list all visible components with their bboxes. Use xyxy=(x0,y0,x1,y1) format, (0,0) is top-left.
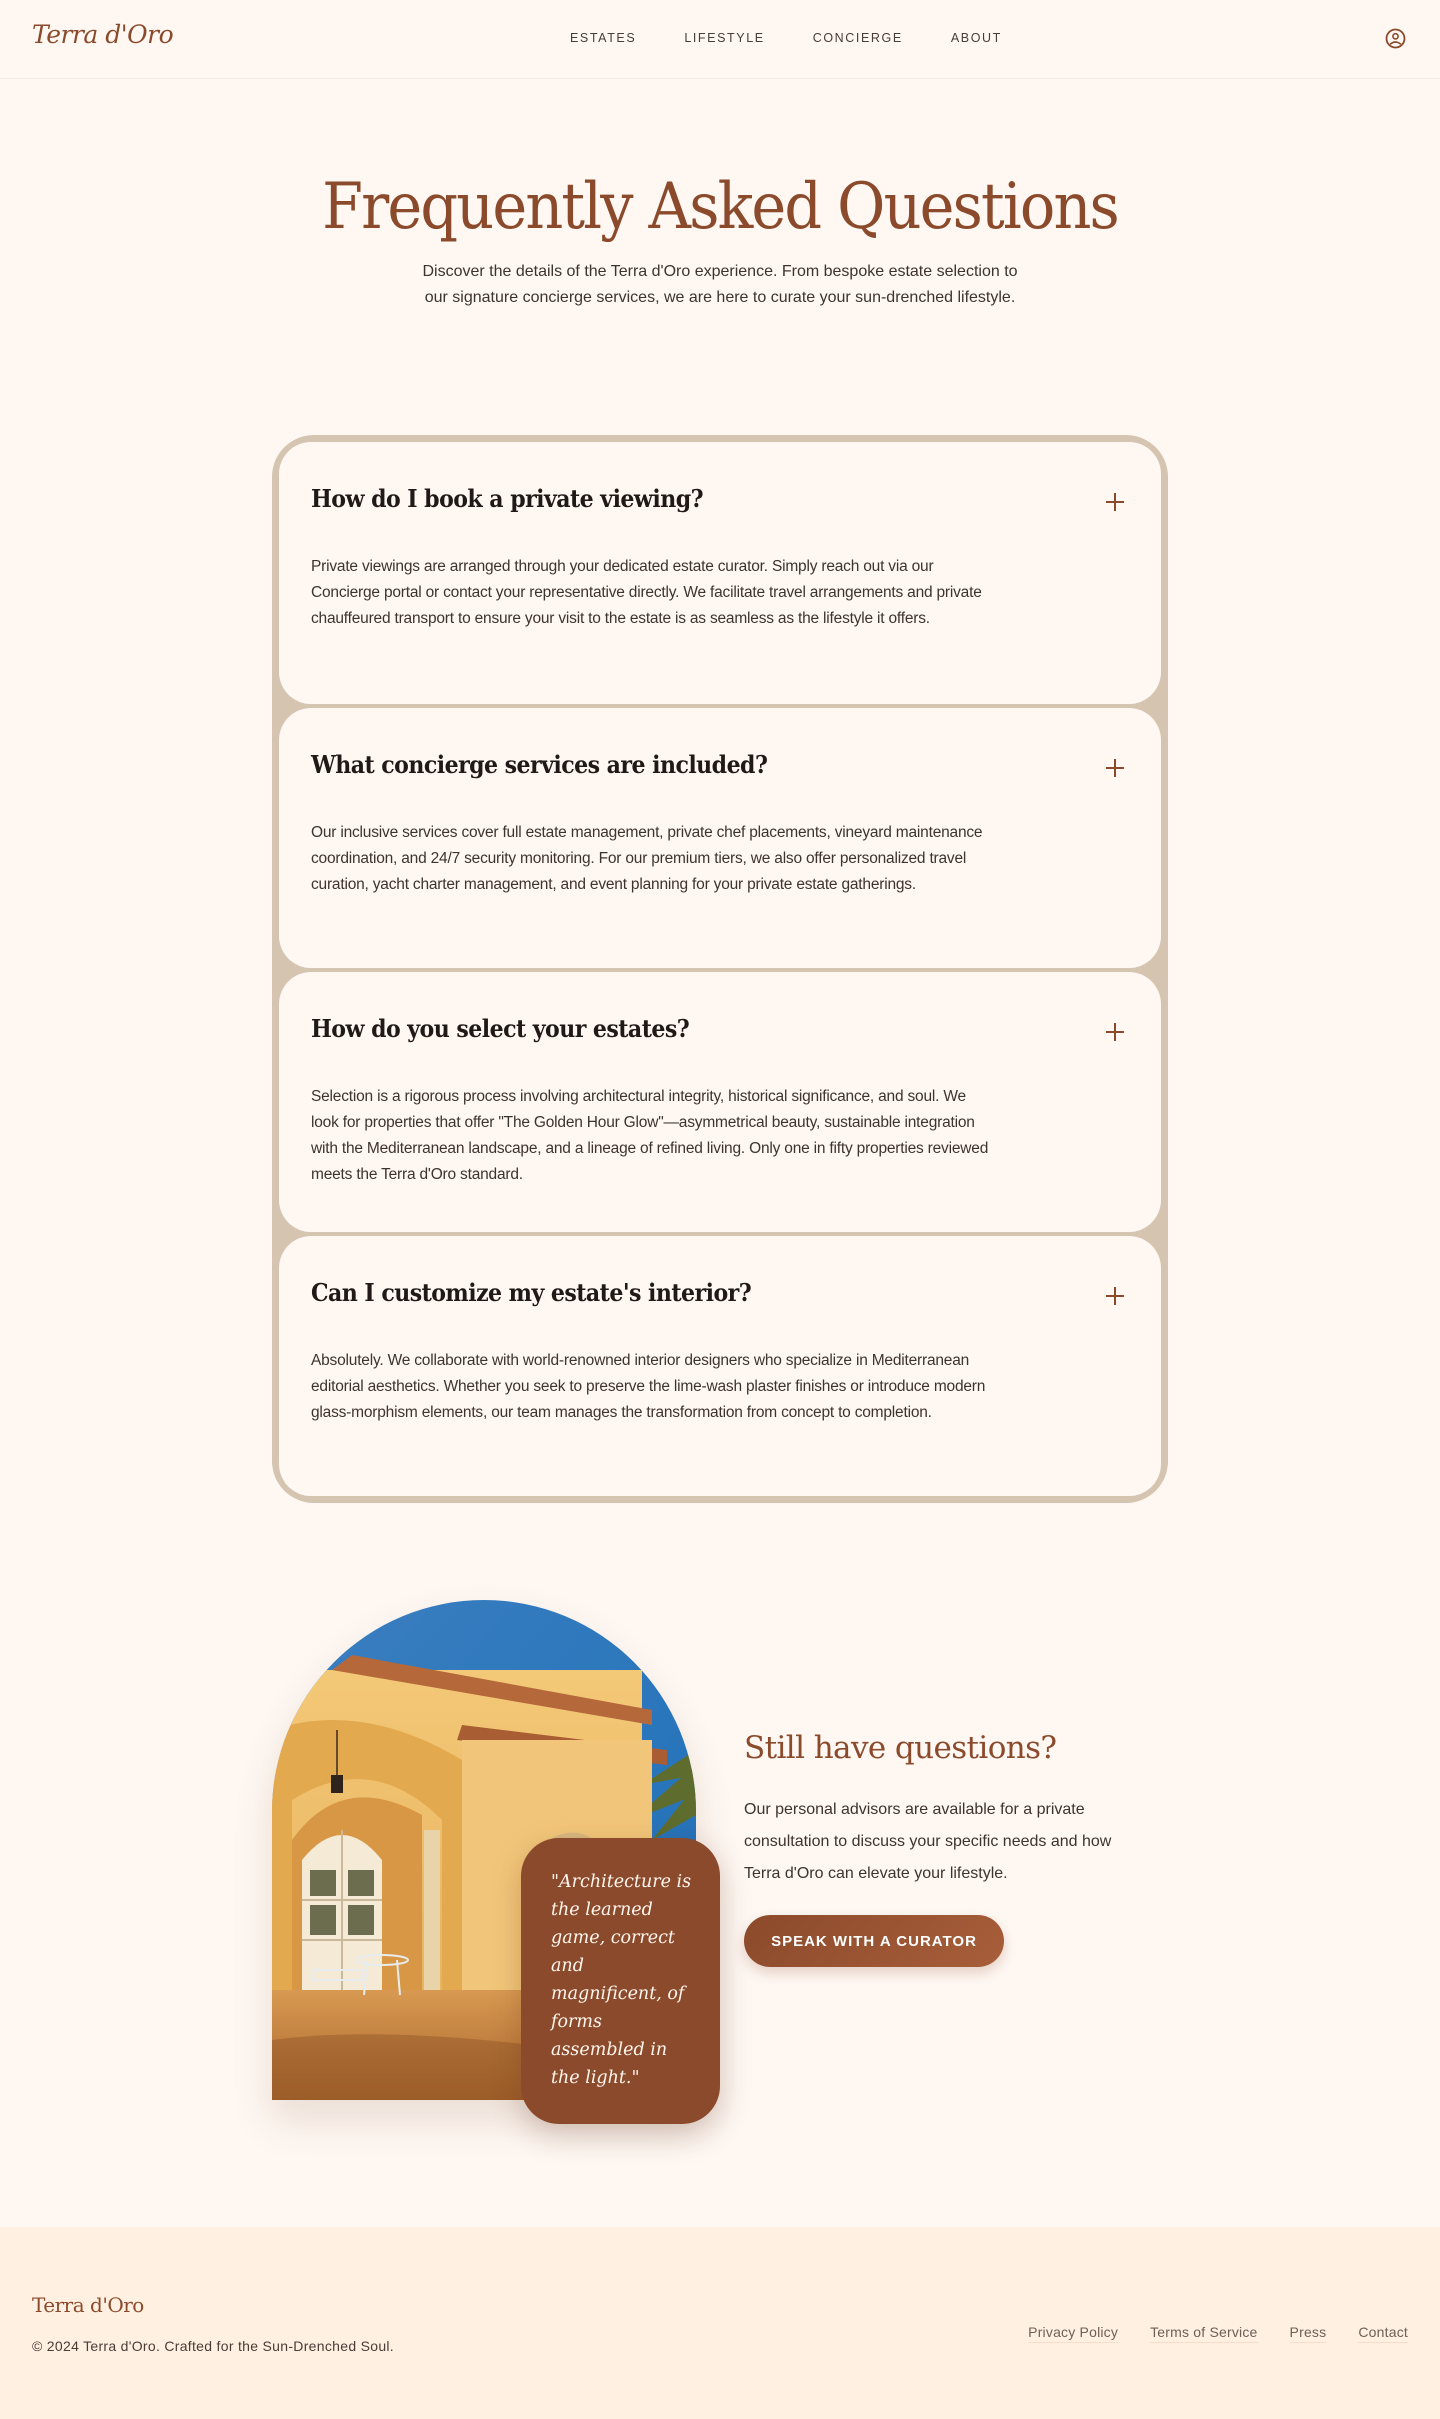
hero-section xyxy=(0,79,1440,311)
faq-answer: Private viewings are arranged through your dedicated estate curator. Simply reach out via our Concierge portal or contact your representative directly. We facilitate travel arrangements and private chauffeured transport to ensure your visit to the estate is as seamless as the lifestyle it offers. xyxy=(311,558,982,627)
footer-link-privacy[interactable]: Privacy Policy xyxy=(1028,2324,1118,2343)
brand-logo[interactable]: Terra d'Oro xyxy=(32,20,174,49)
faq-question[interactable]: How do you select your estates? xyxy=(311,1014,690,1043)
footer-link-press[interactable]: Press xyxy=(1290,2324,1327,2343)
footer-logo[interactable]: Terra d'Oro xyxy=(32,2293,144,2317)
faq-answer: Our inclusive services cover full estate management, private chef placements, vineyard maintenance coordination, and 24/7 security monitoring. For our premium tiers, we also offer personalized travel curation, yacht charter management, and event planning for your private estate gatherings. xyxy=(311,824,983,893)
footer-links xyxy=(1028,2324,1408,2343)
quote-text: "Architecture is the learned game, correct and magnificent, of forms assembled in the light." xyxy=(551,1872,692,2088)
nav-lifestyle[interactable]: LIFESTYLE xyxy=(684,31,765,45)
faq-item[interactable] xyxy=(279,972,1161,1232)
page-title: Frequently Asked Questions xyxy=(322,170,1118,244)
footer-link-terms[interactable]: Terms of Service xyxy=(1150,2324,1257,2343)
nav-concierge[interactable]: CONCIERGE xyxy=(812,31,903,45)
footer-link-contact[interactable]: Contact xyxy=(1358,2324,1408,2343)
site-footer xyxy=(0,2227,1440,2419)
plus-icon[interactable] xyxy=(1105,492,1125,512)
cta-heading: Still have questions? xyxy=(744,1730,1057,1766)
nav-about[interactable]: ABOUT xyxy=(950,31,1002,45)
main-nav xyxy=(570,31,1002,45)
quote-card xyxy=(521,1838,720,2124)
user-circle-icon xyxy=(1385,28,1406,49)
copyright-text: © 2024 Terra d'Oro. Crafted for the Sun-Drenched Soul. xyxy=(32,2338,395,2354)
plus-icon[interactable] xyxy=(1105,1286,1125,1306)
cta-body: Our personal advisors are available for a private consultation to discuss your specific needs and how Terra d'Oro can elevate your lifestyle. xyxy=(744,1801,1112,1882)
contact-cta-section xyxy=(0,1550,1440,2170)
plus-icon[interactable] xyxy=(1105,1022,1125,1042)
faq-item[interactable] xyxy=(279,708,1161,968)
page-subtitle: Discover the details of the Terra d'Oro experience. From bespoke estate selection to our signature concierge services, we are here to curate your sun-drenched lifestyle. xyxy=(422,262,1018,306)
faq-answer: Selection is a rigorous process involving architectural integrity, historical significance, and soul. We look for properties that offer "The Golden Hour Glow"—asymmetrical beauty, sustainable integration with the Mediterranean landscape, and a lineage of refined living. Only one in fifty properties reviewed meets the Terra d'Oro standard. xyxy=(311,1088,989,1183)
faq-item[interactable] xyxy=(279,442,1161,704)
faq-question[interactable]: What concierge services are included? xyxy=(311,750,768,779)
plus-icon[interactable] xyxy=(1105,758,1125,778)
faq-question[interactable]: How do I book a private viewing? xyxy=(311,484,703,513)
faq-question[interactable]: Can I customize my estate's interior? xyxy=(311,1278,752,1307)
faq-list xyxy=(272,435,1168,1503)
account-button[interactable] xyxy=(1385,28,1406,49)
faq-answer: Absolutely. We collaborate with world-renowned interior designers who specialize in Mediterranean editorial aesthetics. Whether you seek to preserve the lime-wash plaster finishes or introduce modern glass-morphism elements, our team manages the transformation from concept to completion. xyxy=(311,1352,986,1421)
faq-item[interactable] xyxy=(279,1236,1161,1496)
nav-estates[interactable]: ESTATES xyxy=(570,31,637,45)
site-header xyxy=(0,0,1440,79)
speak-with-curator-button[interactable]: SPEAK WITH A CURATOR xyxy=(744,1915,1004,1967)
